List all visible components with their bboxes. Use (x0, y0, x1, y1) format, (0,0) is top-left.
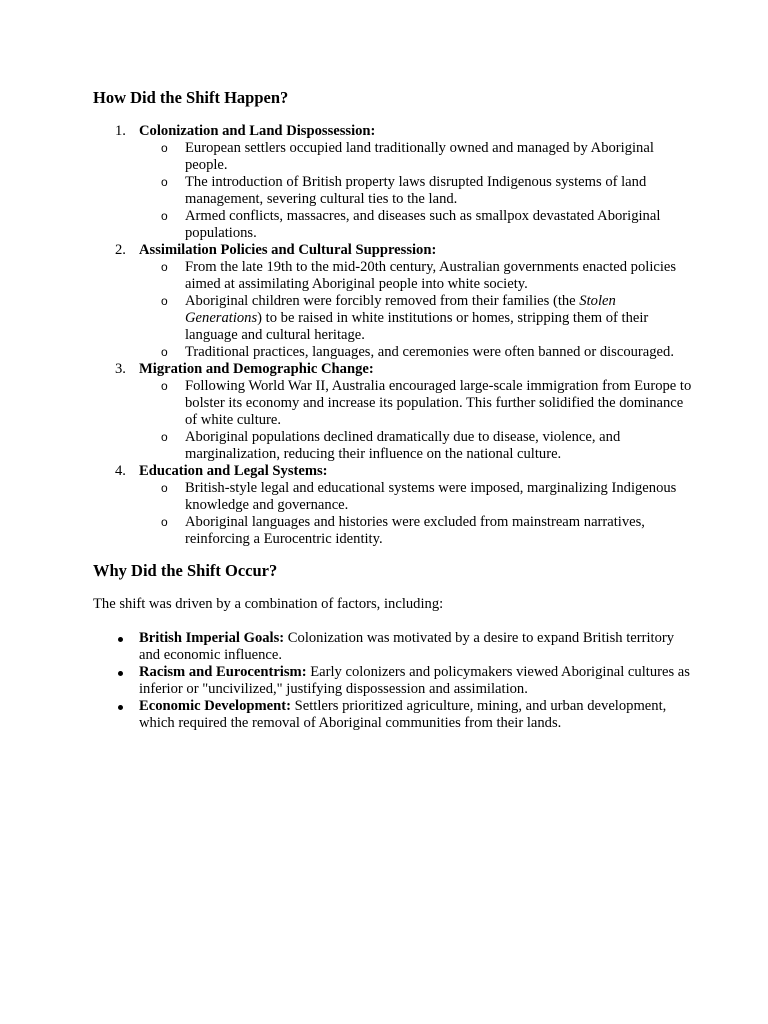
sub-list-item (139, 344, 693, 361)
item-title: Colonization and Land Dispossession: (139, 123, 376, 139)
item-title: Education and Legal Systems: (139, 463, 328, 479)
item-title: Assimilation Policies and Cultural Suppression: (139, 242, 437, 258)
factor-list (93, 630, 693, 732)
factor-label: British Imperial Goals: (139, 630, 285, 646)
sub-list-item (139, 514, 693, 548)
factor-label: Racism and Eurocentrism: (139, 664, 307, 680)
sub-list-item (139, 293, 693, 344)
sub-item-text: Following World War II, Australia encouraged large-scale immigration from Europe to bolster its economy and increase its population. This further solidified the dominance of white culture. (185, 378, 692, 428)
sub-item-text-before: Aboriginal children were forcibly removed from their families (the (185, 293, 580, 309)
sub-list (139, 378, 693, 463)
sub-list-item (139, 174, 693, 208)
item-number: 4. (115, 463, 126, 479)
sub-item-text: European settlers occupied land traditionally owned and managed by Aboriginal people. (185, 140, 654, 173)
list-item (93, 463, 693, 548)
factor-item (93, 630, 693, 664)
bullet-dot-icon (118, 671, 123, 676)
document-page (93, 88, 693, 732)
circle-bullet-icon: o (161, 260, 168, 274)
sub-item-text: Armed conflicts, massacres, and diseases such as smallpox devastated Aboriginal populations. (185, 208, 661, 241)
circle-bullet-icon: o (161, 141, 168, 155)
factor-text: Colonization was motivated by a desire to expand British territory and economic influence. (139, 630, 675, 663)
sub-list-item (139, 259, 693, 293)
sub-list-item (139, 429, 693, 463)
sub-item-text: Aboriginal languages and histories were excluded from mainstream narratives, reinforcing a Eurocentric identity. (185, 514, 645, 547)
section-heading-why: Why Did the Shift Occur? (93, 561, 278, 580)
section-heading-how: How Did the Shift Happen? (93, 88, 289, 107)
item-number: 2. (115, 242, 126, 258)
sub-item-text: Aboriginal populations declined dramatically due to disease, violence, and marginalization, reducing their influence on the national culture. (185, 429, 621, 462)
circle-bullet-icon: o (161, 515, 168, 529)
sub-item-text: From the late 19th to the mid-20th century, Australian governments enacted policies aimed at assimilating Aboriginal people into white society. (185, 259, 677, 292)
circle-bullet-icon: o (161, 379, 168, 393)
item-number: 1. (115, 123, 126, 139)
bullet-dot-icon (118, 705, 123, 710)
circle-bullet-icon: o (161, 209, 168, 223)
list-item (93, 242, 693, 361)
item-title: Migration and Demographic Change: (139, 361, 374, 377)
sub-list (139, 140, 693, 242)
sub-item-text: British-style legal and educational systems were imposed, marginalizing Indigenous knowledge and governance. (185, 480, 677, 513)
factor-item (93, 664, 693, 698)
sub-list-item (139, 208, 693, 242)
factor-label: Economic Development: (139, 698, 291, 714)
sub-list (139, 259, 693, 361)
factor-text: Early colonizers and policymakers viewed Aboriginal cultures as inferior or "uncivilized," justifying dispossession and assimilation. (139, 664, 690, 697)
sub-list-item (139, 480, 693, 514)
circle-bullet-icon: o (161, 294, 168, 308)
sub-item-text-italic: Stolen Generations (185, 293, 616, 326)
circle-bullet-icon: o (161, 430, 168, 444)
list-item (93, 361, 693, 463)
list-item (93, 123, 693, 242)
factor-text: Settlers prioritized agriculture, mining, and urban development, which required the removal of Aboriginal communities from their lands. (139, 698, 667, 731)
circle-bullet-icon: o (161, 345, 168, 359)
factor-item (93, 698, 693, 732)
intro-paragraph: The shift was driven by a combination of factors, including: (93, 596, 444, 612)
sub-item-text: Traditional practices, languages, and ceremonies were often banned or discouraged. (185, 344, 674, 360)
bullet-dot-icon (118, 637, 123, 642)
sub-list-item (139, 140, 693, 174)
circle-bullet-icon: o (161, 481, 168, 495)
sub-item-text-after: ) to be raised in white institutions or homes, stripping them of their language and cultural heritage. (185, 310, 649, 343)
sub-list-item (139, 378, 693, 429)
item-number: 3. (115, 361, 126, 377)
circle-bullet-icon: o (161, 175, 168, 189)
sub-list (139, 480, 693, 548)
sub-item-text: The introduction of British property laws disrupted Indigenous systems of land management, severing cultural ties to the land. (185, 174, 647, 207)
numbered-list (93, 123, 693, 548)
